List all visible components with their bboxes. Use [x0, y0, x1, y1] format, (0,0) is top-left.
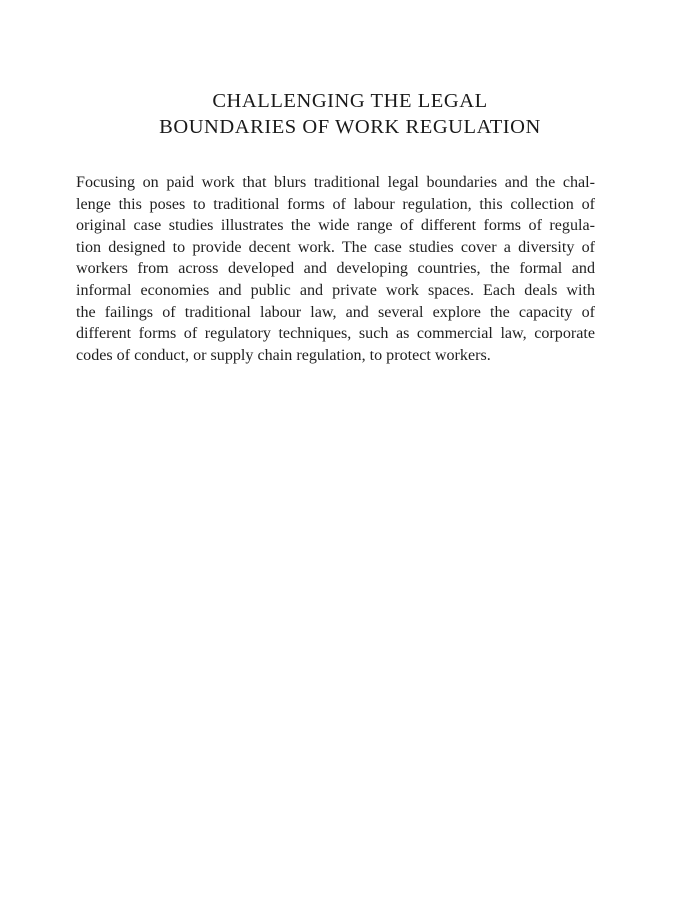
blurb-line: different forms of regulatory techniques, such as commercial law, corporate	[76, 325, 595, 343]
blurb-line: Focusing on paid work that blurs traditional legal boundaries and the chal-	[76, 174, 595, 191]
page-title	[0, 88, 700, 140]
blurb-paragraph	[76, 172, 595, 366]
blurb-line: original case studies illustrates the wide range of different forms of regula-	[76, 217, 595, 235]
title-line-1: CHALLENGING THE LEGAL	[212, 90, 488, 112]
blurb-line: informal economies and public and private work spaces. Each deals with	[76, 281, 595, 299]
blurb-line: lenge this poses to traditional forms of labour regulation, this collection of	[76, 195, 595, 213]
blurb-line: tion designed to provide decent work. The case studies cover a diversity of	[76, 238, 595, 256]
blurb-line: workers from across developed and developing countries, the formal and	[76, 260, 595, 278]
blurb-line: codes of conduct, or supply chain regulation, to protect workers.	[76, 346, 491, 364]
blurb-line: the failings of traditional labour law, and several explore the capacity of	[76, 303, 595, 321]
blurb-text	[76, 172, 595, 366]
title-line-2: BOUNDARIES OF WORK REGULATION	[159, 116, 541, 138]
